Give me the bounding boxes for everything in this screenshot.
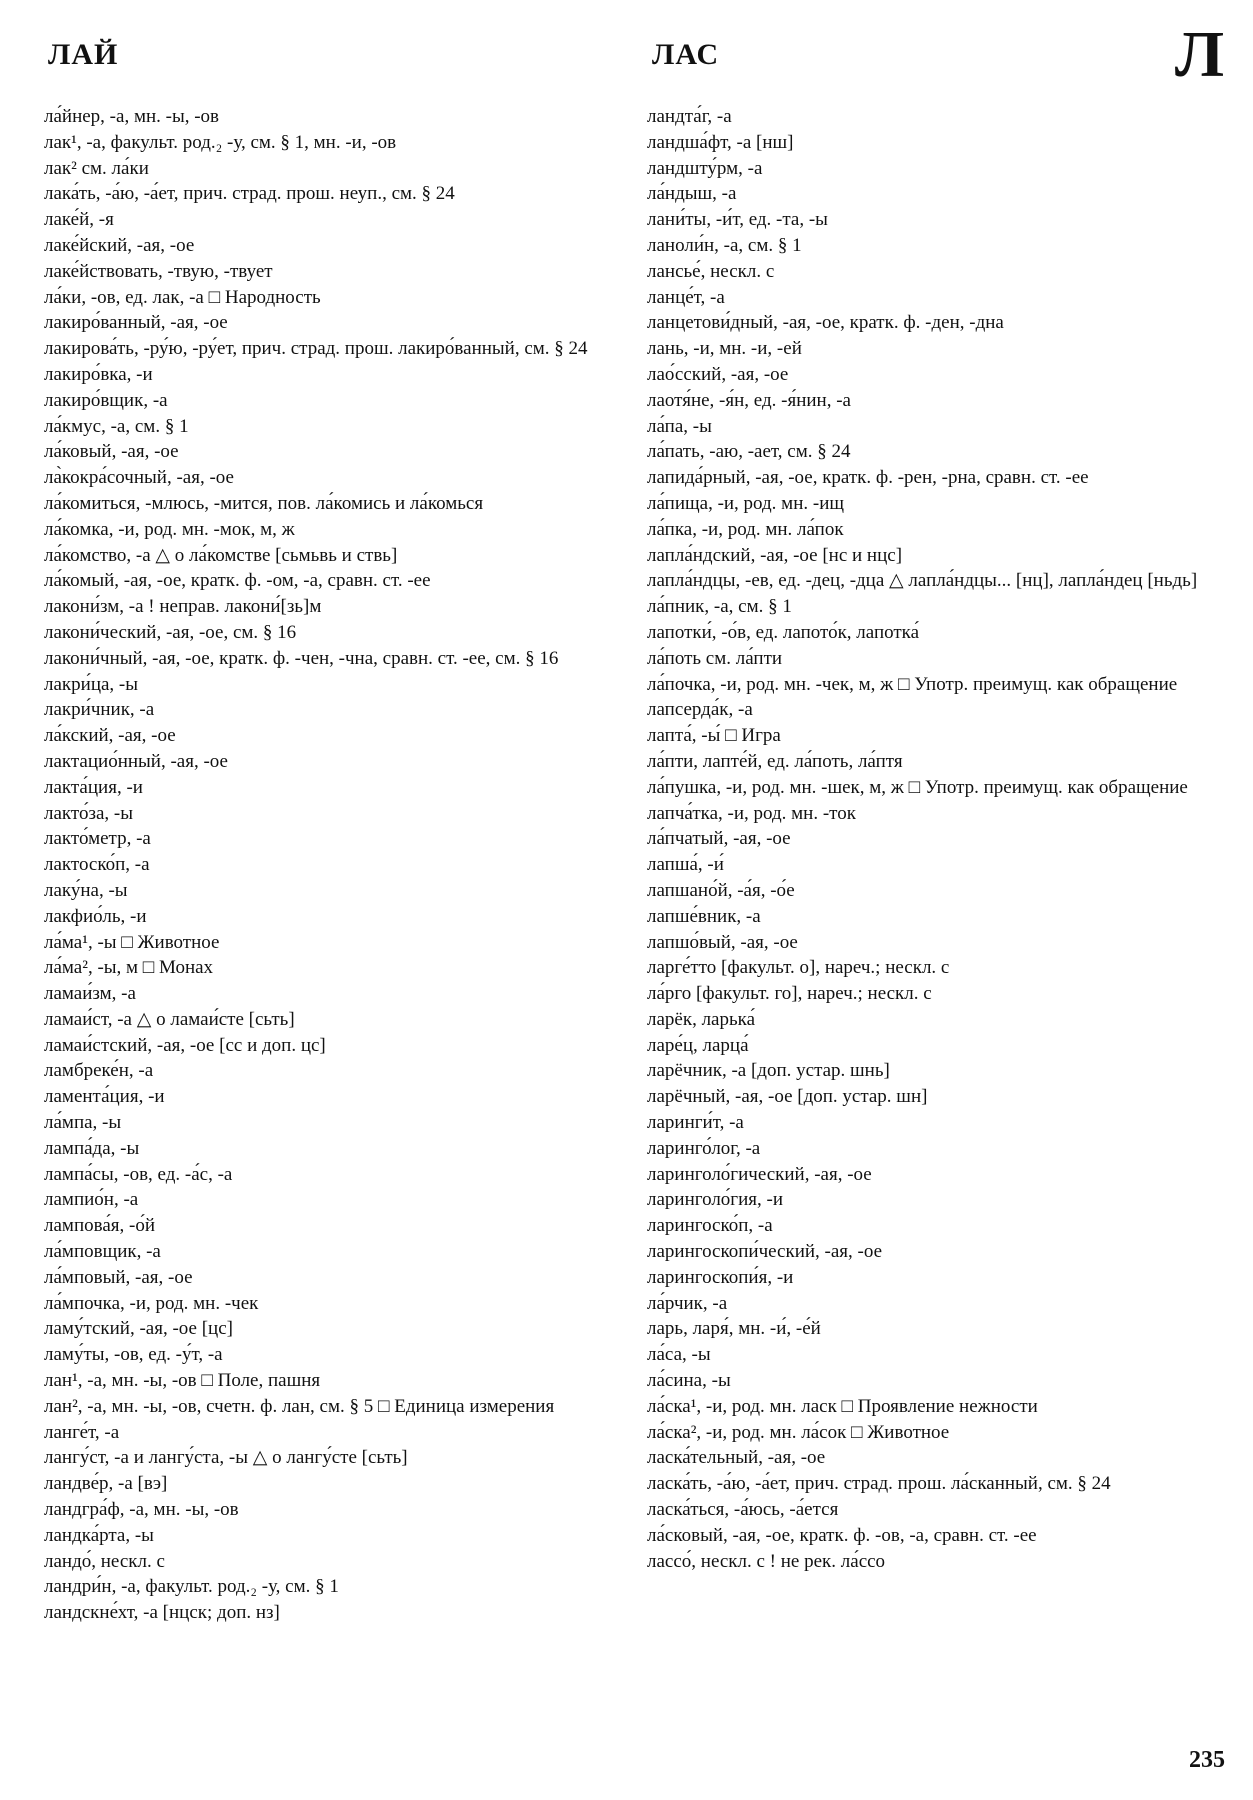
dictionary-entry: лакони́ческий, -ая, -ое, см. § 16 — [44, 621, 297, 643]
dictionary-entry: лакфио́ль, -и — [44, 905, 147, 927]
dictionary-entry: лак¹, -а, факульт. род.₂ -у, см. § 1, мн. -и, -ов — [44, 131, 397, 153]
dictionary-entry: ла́мповый, -ая, -ое — [44, 1266, 193, 1288]
dictionary-entry: ла́ска², -и, род. мн. ла́сок □ Животное — [647, 1421, 950, 1443]
dictionary-entry: лан¹, -а, мн. -ы, -ов □ Поле, пашня — [44, 1370, 321, 1392]
dictionary-entry: лака́ть, -а́ю, -а́ет, прич. страд. прош. неуп., см. § 24 — [44, 183, 455, 205]
dictionary-entry: ландта́г, -а — [647, 106, 732, 127]
dictionary-entry: лакто́метр, -а — [44, 828, 151, 850]
dictionary-entry: ла̀кокра́сочный, -ая, -ое — [44, 467, 234, 489]
dictionary-entry: ландгра́ф, -а, мн. -ы, -ов — [44, 1499, 239, 1521]
dictionary-entry: лакри́ца, -ы — [44, 673, 139, 695]
dictionary-entry: ла́йнер, -а, мн. -ы, -ов — [44, 106, 220, 127]
dictionary-entry: ланге́т, -а — [44, 1421, 120, 1443]
dictionary-entry: лакта́ция, -и — [44, 776, 143, 798]
dictionary-entry: ларинголо́гический, -ая, -ое — [647, 1163, 872, 1185]
dictionary-entry: лампио́н, -а — [44, 1189, 139, 1211]
dictionary-entry: лак² см. ла́ки — [44, 157, 149, 179]
dictionary-entry: лассо́, нескл. с ! не рек. ла́ссо — [647, 1550, 886, 1572]
dictionary-entry: ла́пник, -а, см. § 1 — [647, 596, 792, 618]
dictionary-entry: лапша́, -и́ — [647, 854, 724, 876]
dictionary-entry: лансье́, нескл. с — [647, 260, 775, 282]
dictionary-entry: ларинги́т, -а — [647, 1112, 744, 1134]
dictionary-entry: ландка́рта, -ы — [44, 1524, 154, 1546]
dictionary-entry: ла́комка, -и, род. мн. -мок, м, ж — [44, 518, 295, 540]
dictionary-entry: ларе́ц, ларца́ — [647, 1034, 749, 1056]
dictionary-entry: ларингоско́п, -а — [647, 1215, 773, 1237]
dictionary-entry: ла́поть см. ла́пти — [647, 647, 783, 669]
dictionary-entry: лакони́чный, -ая, -ое, кратк. ф. -чен, -чна, сравн. ст. -ее, см. § 16 — [44, 647, 559, 669]
dictionary-entry: ландскне́хт, -а [нцск; доп. нз] — [44, 1602, 280, 1624]
dictionary-entry: ла́пти, лапте́й, ед. ла́поть, ла́птя — [647, 750, 903, 772]
dictionary-entry: ларь, ларя́, мн. -и́, -е́й — [647, 1318, 821, 1340]
dictionary-entry: ланоли́н, -а, см. § 1 — [647, 234, 802, 256]
dictionary-entry: ла́сина, -ы — [647, 1370, 731, 1392]
dictionary-entry: ламу́тский, -ая, -ое [цс] — [44, 1318, 233, 1340]
dictionary-entry: лакри́чник, -а — [44, 699, 155, 721]
dictionary-entry: лапла́ндцы, -ев, ед. -дец, -дца △ лапла́ндцы... [нц], лапла́ндец [ньдь] — [647, 570, 1198, 592]
dictionary-column-right — [647, 104, 1225, 1574]
dictionary-entry: лаке́йствовать, -твую, -твует — [44, 260, 273, 282]
dictionary-entry: лампа́сы, -ов, ед. -а́с, -а — [44, 1163, 233, 1185]
dictionary-entry: ландри́н, -а, факульт. род.₂ -у, см. § 1 — [44, 1576, 339, 1598]
dictionary-entry: лапшано́й, -а́я, -о́е — [647, 879, 795, 901]
dictionary-entry: ла́мпочка, -и, род. мн. -чек — [44, 1292, 259, 1314]
dictionary-entry: лао́сский, -ая, -ое — [647, 363, 789, 385]
page-number: 235 — [1189, 1747, 1225, 1773]
dictionary-entry: лактацио́нный, -ая, -ое — [44, 750, 228, 772]
dictionary-entry: ла́рчик, -а — [647, 1292, 728, 1314]
dictionary-entry: лаотя́не, -я́н, ед. -я́нин, -а — [647, 389, 851, 411]
dictionary-entry: лангу́ст, -а и лангу́ста, -ы △ о лангу́сте [сьть] — [44, 1447, 408, 1469]
dictionary-entry: ланцетови́дный, -ая, -ое, кратк. ф. -ден, -дна — [647, 312, 1004, 334]
dictionary-entry: лапида́рный, -ая, -ое, кратк. ф. -рен, -рна, сравн. ст. -ее — [647, 467, 1089, 489]
dictionary-entry: лампова́я, -о́й — [44, 1215, 155, 1237]
dictionary-entry: ла́ндыш, -а — [647, 183, 737, 205]
dictionary-entry: ла́кмус, -а, см. § 1 — [44, 415, 189, 437]
dictionary-entry: ланце́т, -а — [647, 286, 725, 308]
dictionary-entry: ла́почка, -и, род. мн. -чек, м, ж □ Употр. преимущ. как обращение — [647, 673, 1178, 695]
dictionary-entry: ландо́, нескл. с — [44, 1550, 165, 1572]
dictionary-entry: лаке́йский, -ая, -ое — [44, 234, 195, 256]
dictionary-entry: ла́ма², -ы, м □ Монах — [44, 957, 214, 979]
dictionary-entry: ларёк, ларька́ — [647, 1008, 756, 1030]
running-head-right: ЛАС — [652, 38, 720, 71]
dictionary-entry: ла́са, -ы — [647, 1344, 711, 1366]
dictionary-entry: ларингоскопи́ческий, -ая, -ое — [647, 1241, 883, 1263]
section-letter: Л — [1174, 18, 1224, 91]
dictionary-entry: ла́пчатый, -ая, -ое — [647, 828, 791, 850]
dictionary-entry: ла́мпа, -ы — [44, 1112, 122, 1134]
dictionary-column-left — [44, 104, 610, 1626]
dictionary-entry: ла́ковый, -ая, -ое — [44, 441, 179, 463]
dictionary-entry: ландве́р, -а [вэ] — [44, 1473, 168, 1495]
dictionary-entry: ла́комство, -а △ о ла́комстве [сьмьвь и ствь] — [44, 544, 398, 566]
dictionary-entry: лан², -а, мн. -ы, -ов, счетн. ф. лан, см. § 5 □ Единица измерения — [44, 1395, 555, 1417]
dictionary-entry: ла́кский, -ая, -ое — [44, 725, 176, 747]
dictionary-entry: ла́пушка, -и, род. мн. -шек, м, ж □ Употр. преимущ. как обращение — [647, 776, 1188, 798]
running-head-left: ЛАЙ — [48, 38, 119, 71]
dictionary-entry: лакто́за, -ы — [44, 802, 133, 824]
dictionary-entry: ламбреке́н, -а — [44, 1060, 154, 1082]
dictionary-entry: лани́ты, -и́т, ед. -та, -ы — [647, 209, 828, 231]
dictionary-entry: ла́пища, -и, род. мн. -ищ — [647, 492, 844, 514]
dictionary-entry: лактоско́п, -а — [44, 854, 150, 876]
dictionary-entry: лапше́вник, -а — [647, 905, 761, 927]
dictionary-entry: лакиро́вщик, -а — [44, 389, 168, 411]
dictionary-entry: ла́ска¹, -и, род. мн. ласк □ Проявление нежности — [647, 1395, 1038, 1417]
dictionary-entry: лапла́ндский, -ая, -ое [нс и нцс] — [647, 544, 903, 566]
dictionary-entry: ла́сковый, -ая, -ое, кратк. ф. -ов, -а, сравн. ст. -ее — [647, 1524, 1037, 1546]
dictionary-entry: лакирова́ть, -ру́ю, -ру́ет, прич. страд. прош. лакиро́ванный, см. § 24 — [44, 338, 588, 360]
dictionary-entry: лапотки́, -о́в, ед. лапото́к, лапотка́ — [647, 621, 920, 643]
dictionary-entry: лапшо́вый, -ая, -ое — [647, 931, 798, 953]
dictionary-entry: ла́комый, -ая, -ое, кратк. ф. -ом, -а, сравн. ст. -ее — [44, 570, 431, 592]
dictionary-entry: ламаи́ст, -а △ о ламаи́сте [сьть] — [44, 1008, 295, 1030]
dictionary-entry: ларге́тто [факульт. о], нареч.; нескл. с — [647, 957, 950, 979]
dictionary-entry: ла́ки, -ов, ед. лак, -а □ Народность — [44, 286, 321, 308]
dictionary-entry: лань, -и, мн. -и, -ей — [647, 338, 802, 360]
dictionary-entry: лаке́й, -я — [44, 209, 114, 231]
dictionary-entry: ласка́тельный, -ая, -ое — [647, 1447, 826, 1469]
dictionary-entry: ларингоскопи́я, -и — [647, 1266, 794, 1288]
dictionary-entry: ламу́ты, -ов, ед. -у́т, -а — [44, 1344, 223, 1366]
dictionary-entry: лаку́на, -ы — [44, 879, 128, 901]
dictionary-entry: ларёчный, -ая, -ое [доп. устар. шн] — [647, 1086, 928, 1108]
dictionary-entry: ла́комиться, -млюсь, -мится, пов. ла́комись и ла́комься — [44, 492, 484, 514]
page-header — [44, 18, 1224, 98]
dictionary-entry: ла́мповщик, -а — [44, 1241, 161, 1263]
dictionary-entry: ласка́ть, -а́ю, -а́ет, прич. страд. прош. ла́сканный, см. § 24 — [647, 1473, 1111, 1495]
dictionary-entry: лакони́зм, -а ! неправ. лакони́[зь]м — [44, 596, 322, 618]
dictionary-entry: ла́па, -ы — [647, 415, 712, 437]
dictionary-entry: ламаи́стский, -ая, -ое [сс и доп. цс] — [44, 1034, 326, 1056]
dictionary-entry: ла́рго [факульт. го], нареч.; нескл. с — [647, 983, 932, 1005]
dictionary-entry: ландша́фт, -а [нш] — [647, 131, 794, 153]
dictionary-entry: ларинго́лог, -а — [647, 1137, 761, 1159]
dictionary-entry: ла́ма¹, -ы □ Животное — [44, 931, 220, 953]
dictionary-entry: лапта́, -ы́ □ Игра — [647, 725, 781, 747]
dictionary-entry: ларёчник, -а [доп. устар. шнь] — [647, 1060, 890, 1082]
dictionary-entry: лапча́тка, -и, род. мн. -ток — [647, 802, 856, 824]
dictionary-entry: ларинголо́гия, -и — [647, 1189, 783, 1211]
dictionary-entry: ла́пать, -аю, -ает, см. § 24 — [647, 441, 851, 463]
dictionary-entry: ландшту́рм, -а — [647, 157, 763, 179]
dictionary-entry: ламаи́зм, -а — [44, 983, 136, 1005]
dictionary-entry: лапсерда́к, -а — [647, 699, 753, 721]
dictionary-entry: ласка́ться, -а́юсь, -а́ется — [647, 1499, 839, 1521]
dictionary-entry: ламента́ция, -и — [44, 1086, 165, 1108]
dictionary-entry: лампа́да, -ы — [44, 1137, 140, 1159]
dictionary-entry: лакиро́вка, -и — [44, 363, 153, 385]
dictionary-entry: лакиро́ванный, -ая, -ое — [44, 312, 228, 334]
dictionary-entry: ла́пка, -и, род. мн. ла́пок — [647, 518, 844, 540]
